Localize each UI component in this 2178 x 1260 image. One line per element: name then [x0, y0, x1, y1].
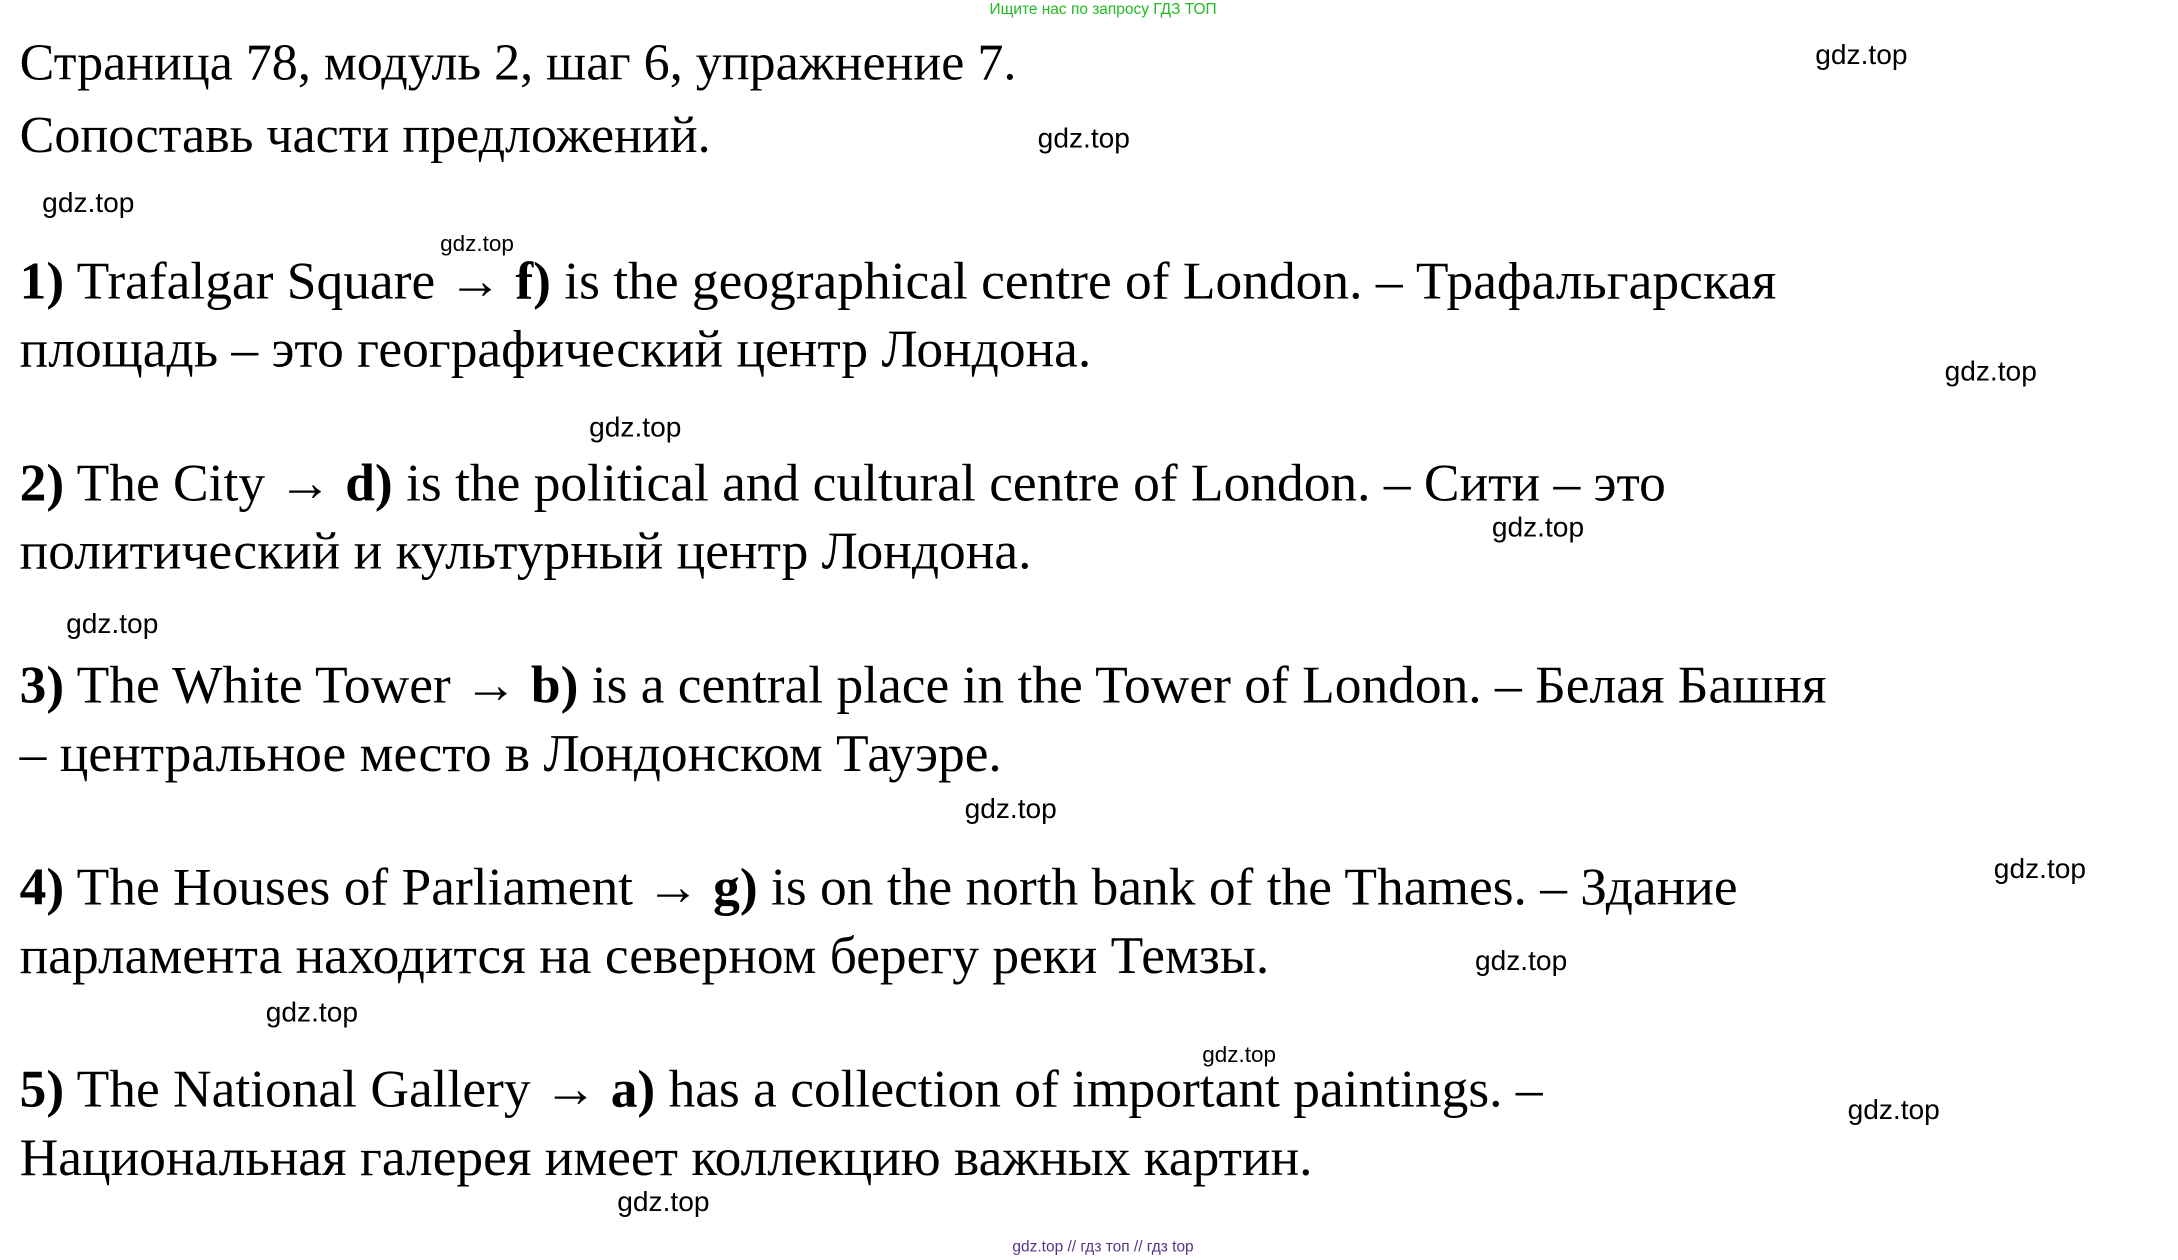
watermark: gdz.top	[1815, 40, 1908, 72]
answer-letter: b)	[530, 656, 579, 716]
answer-letter: d)	[345, 454, 393, 513]
answer-text: is the political and cultural centre of London. – Сити – это	[392, 454, 1666, 513]
answer-subject: The Houses of Parliament →	[64, 858, 714, 918]
answer-text: has a collection of important paintings. –	[655, 1060, 1543, 1120]
answer-number: 4)	[19, 858, 65, 918]
watermark: gdz.top	[1202, 1043, 1276, 1068]
answer-5-line-1	[20, 1059, 1543, 1120]
answer-number: 2)	[19, 454, 65, 513]
answer-1-line-1	[20, 251, 1777, 312]
answer-number: 5)	[19, 1060, 65, 1120]
answer-subject: The White Tower →	[64, 656, 531, 716]
search-banner: Ищите нас по запросу ГДЗ ТОП	[989, 1, 1217, 19]
watermark: gdz.top	[265, 997, 358, 1029]
answer-number: 3)	[19, 656, 65, 716]
watermark: gdz.top	[1491, 512, 1585, 544]
answer-subject: The National Gallery →	[64, 1060, 611, 1120]
answer-1-line-2: площадь – это географический центр Лондона.	[19, 320, 1092, 380]
watermark: gdz.top	[1474, 946, 1568, 978]
answer-4-line-1	[20, 857, 1738, 918]
footer-watermark: gdz.top // гдз топ // гдз top	[1012, 1239, 1194, 1256]
watermark: gdz.top	[440, 232, 514, 257]
answer-3-line-2: – центральное место в Лондонском Тауэре.	[19, 724, 1002, 784]
watermark: gdz.top	[42, 188, 135, 219]
answer-subject: Trafalgar Square →	[64, 252, 516, 311]
answer-2-line-2: политический и культурный центр Лондона.	[19, 522, 1032, 582]
answer-text: is a central place in the Tower of London. – Белая Башня	[578, 656, 1827, 716]
watermark: gdz.top	[1847, 1095, 1940, 1127]
watermark: gdz.top	[1993, 854, 2087, 886]
answer-2-line-1	[20, 453, 1666, 514]
watermark: gdz.top	[66, 609, 159, 640]
answer-letter: a)	[610, 1060, 656, 1120]
watermark: gdz.top	[1037, 124, 1130, 155]
watermark: gdz.top	[964, 794, 1057, 826]
watermark: gdz.top	[589, 412, 682, 444]
answer-4-line-2: парламента находится на северном берегу реки Темзы.	[19, 926, 1270, 986]
answer-number: 1)	[19, 252, 65, 311]
page-title: Страница 78, модуль 2, шаг 6, упражнение 7.	[19, 34, 1017, 92]
answer-letter: f)	[515, 252, 551, 311]
answer-subject: The City →	[64, 454, 346, 513]
answer-letter: g)	[713, 858, 758, 918]
watermark: gdz.top	[617, 1187, 710, 1219]
answer-5-line-2: Национальная галерея имеет коллекцию важных картин.	[19, 1128, 1313, 1188]
watermark: gdz.top	[1944, 356, 2037, 388]
answer-text: is on the north bank of the Thames. – Здание	[757, 858, 1738, 918]
task-instruction: Сопоставь части предложений.	[19, 107, 711, 165]
answer-text: is the geographical centre of London. – Трафальгарская	[550, 252, 1777, 311]
answer-3-line-1	[20, 655, 1827, 716]
